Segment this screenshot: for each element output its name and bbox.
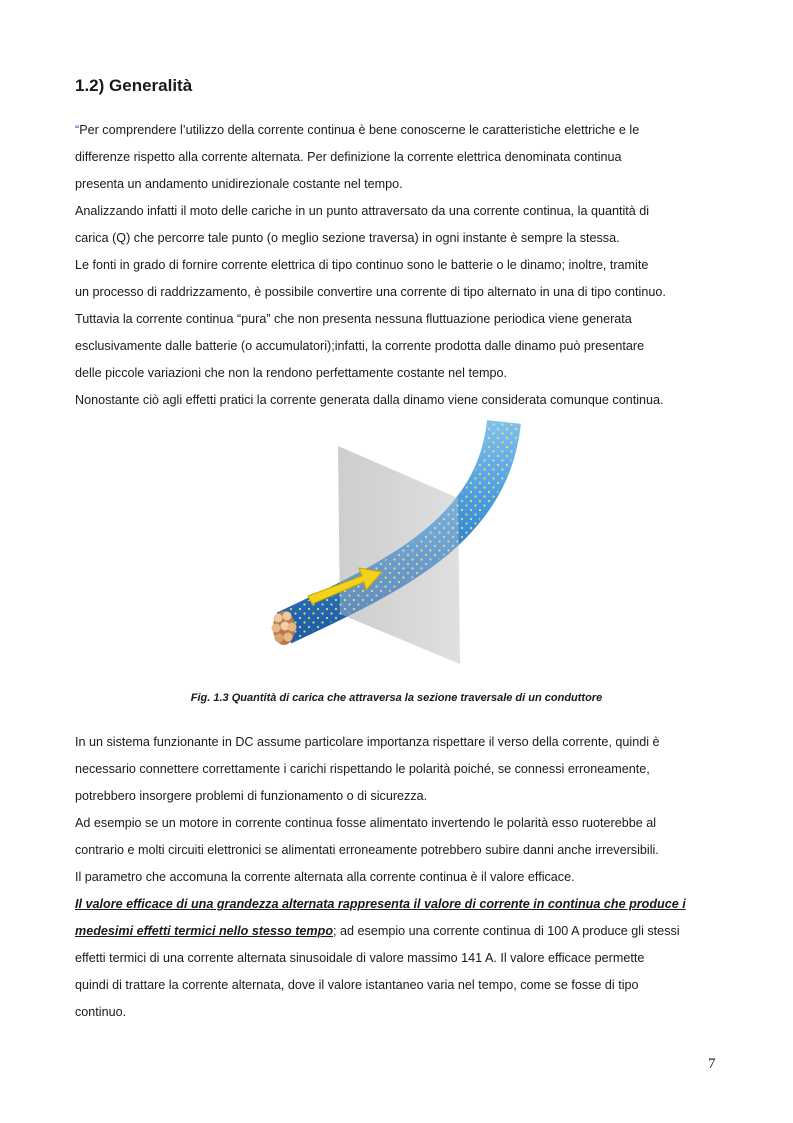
paragraph-dc — [75, 729, 725, 1026]
text-line: continuo. — [75, 1005, 127, 1019]
text-line: Tuttavia la corrente continua “pura” che non presenta nessuna fluttuazione periodica viene generata — [75, 312, 632, 326]
text-line: un processo di raddrizzamento, è possibile convertire una corrente di tipo alternato in una di tipo continuo. — [75, 285, 666, 299]
cable-illustration — [262, 418, 532, 680]
text-line: Le fonti in grado di fornire corrente elettrica di tipo continuo sono le batterie o le dinamo; inoltre, tramite — [75, 258, 649, 272]
emphasis-line — [75, 891, 725, 918]
text-line: delle piccole variazioni che non la rendono perfettamente costante nel tempo. — [75, 366, 507, 380]
text-line: Il parametro che accomuna la corrente alternata alla corrente continua è il valore efficace. — [75, 870, 575, 884]
text-line: necessario connettere correttamente i carichi rispettando le polarità poiché, se connessi erroneamente, — [75, 762, 650, 776]
text-line: medesimi effetti termici nello stesso tempo; ad esempio una corrente continua di 100 A produce gli stessi — [75, 924, 680, 938]
cable-section-figure — [262, 418, 532, 680]
text-line: “Per comprendere l’utilizzo della corrente continua è bene conoscerne le caratteristiche elettriche e le — [75, 123, 640, 137]
page-number: 7 — [708, 1056, 716, 1072]
text-line: presenta un andamento unidirezionale costante nel tempo. — [75, 177, 403, 191]
text-line: esclusivamente dalle batterie (o accumulatori);infatti, la corrente prodotta dalle dinamo può presentare — [75, 339, 645, 353]
text-line: Nonostante ciò agli effetti pratici la corrente generata dalla dinamo viene considerata comunque continua. — [75, 393, 664, 407]
text-line: Analizzando infatti il moto delle cariche in un punto attraversato da una corrente continua, la quantità di — [75, 204, 650, 218]
text-line: In un sistema funzionante in DC assume particolare importanza rispettare il verso della corrente, quindi è — [75, 735, 660, 749]
emphasis-text: Il valore efficace di una grandezza alternata rappresenta il valore di corrente in continua che produce i — [75, 897, 686, 911]
text-line: contrario e molti circuiti elettronici se alimentati erroneamente potrebbero subire danni anche irreversibili. — [75, 843, 659, 857]
text-line: Ad esempio se un motore in corrente continua fosse alimentato invertendo le polarità esso ruoterebbe al — [75, 816, 657, 830]
emphasis-text: medesimi effetti termici nello stesso tempo — [75, 924, 334, 938]
text-line: differenze rispetto alla corrente alternata. Per definizione la corrente elettrica denominata continua — [75, 150, 622, 164]
figure-caption: Fig. 1.3 Quantità di carica che attraversa la sezione traversale di un conduttore — [190, 692, 603, 704]
paragraph-intro — [75, 117, 725, 414]
text-line: potrebbero insorgere problemi di funzionamento o di sicurezza. — [75, 789, 428, 803]
section-heading: 1.2) Generalità — [75, 76, 193, 95]
open-quote: “ — [75, 123, 80, 137]
text-line: effetti termici di una corrente alternata sinusoidale di valore massimo 141 A. Il valore efficace permette — [75, 951, 645, 965]
text-line: carica (Q) che percorre tale punto (o meglio sezione traversa) in ogni instante è sempre la stessa. — [75, 231, 620, 245]
text-line: quindi di trattare la corrente alternata, dove il valore istantaneo varia nel tempo, come se fosse di tipo — [75, 978, 639, 992]
